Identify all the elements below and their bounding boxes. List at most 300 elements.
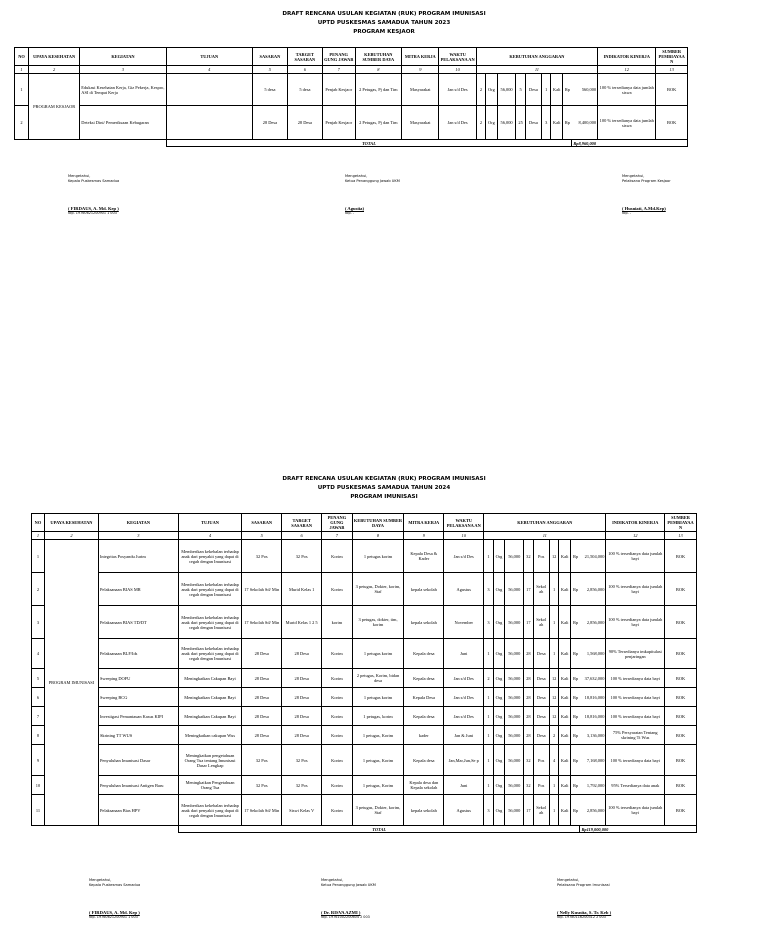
anggaran-volume: 32 xyxy=(524,540,533,573)
title-line: UPTD PUSKESMAS SAMADUA TAHUN 2024 xyxy=(317,485,451,491)
anggaran-tarif: 56,000 xyxy=(505,726,524,745)
waktu-cell: Agustus xyxy=(444,573,484,606)
anggaran-satuan: Desa xyxy=(533,707,549,726)
mitra-cell: Kepala desa dan Kepala sekolah xyxy=(404,776,444,795)
anggaran-tarif: 56,000 xyxy=(505,707,524,726)
anggaran-satuan: Sekol ah xyxy=(533,573,549,606)
anggaran-biaya: 2,856,000 xyxy=(580,795,606,826)
sasaran-cell: 28 Desa xyxy=(252,106,287,140)
mitra-cell: Masyarakat xyxy=(402,74,439,106)
anggaran-satuan: Sekol ah xyxy=(533,606,549,639)
anggaran-jumlah: 1 xyxy=(484,726,493,745)
anggaran-tarif: 56,000 xyxy=(505,639,524,669)
sumber-daya-cell: 1 petugas, korim xyxy=(352,707,404,726)
kegiatan-cell: Penyuluhan Imunisasi Antigen Baru xyxy=(98,776,178,795)
anggaran-volume: 32 xyxy=(524,745,533,776)
anggaran-volume: 17 xyxy=(524,795,533,826)
anggaran-volume: 28 xyxy=(524,707,533,726)
kegiatan-cell: Sweeping BCG xyxy=(98,688,178,707)
anggaran-currency: Rp xyxy=(571,776,580,795)
column-number: 9 xyxy=(402,66,439,74)
anggaran-jumlah: 3 xyxy=(484,606,493,639)
table-row xyxy=(32,707,697,726)
sumber-daya-cell: 1 petugas, Korim xyxy=(352,726,404,745)
sasaran-cell: 17 Sekolah Sd/ Min xyxy=(242,606,282,639)
indikator-cell: 100 % tersedianya data jumlah bayi xyxy=(606,573,665,606)
anggaran-frekuensi: 4 xyxy=(549,745,558,776)
row-number: 3 xyxy=(32,606,45,639)
sasaran-cell: 28 Desa xyxy=(242,639,282,669)
anggaran-currency: Rp xyxy=(571,707,580,726)
target-cell: 32 Pos xyxy=(282,540,322,573)
anggaran-frekuensi: 1 xyxy=(549,606,558,639)
header-upaya: UPAYA KESEHATAN xyxy=(28,48,79,66)
column-number: 4 xyxy=(166,66,252,74)
title-line: UPTD PUSKESMAS SAMADUA TAHUN 2023 xyxy=(317,20,451,26)
mitra-cell: Kepala desa xyxy=(404,669,444,688)
kegiatan-cell: Deteksi Dini/ Pemeriksaan Kebugaran xyxy=(80,106,166,140)
anggaran-volume: 17 xyxy=(524,606,533,639)
anggaran-jumlah: 1 xyxy=(484,776,493,795)
tujuan-cell: Memberikan kekebalan terhadap anak dari penyakit yang dapat di cegah dengan Imunisasi xyxy=(178,606,241,639)
anggaran-tarif: 56,000 xyxy=(505,573,524,606)
column-number: 9 xyxy=(404,532,444,540)
anggaran-jumlah: 1 xyxy=(484,707,493,726)
anggaran-satuan-org: Org xyxy=(493,639,505,669)
sasaran-cell: 28 Desa xyxy=(242,688,282,707)
row-number: 7 xyxy=(32,707,45,726)
kegiatan-cell: Pelaksanaan BIAS TD/DT xyxy=(98,606,178,639)
anggaran-currency: Rp xyxy=(563,106,572,140)
row-number: 1 xyxy=(32,540,45,573)
tujuan-cell: Meningkatkan cakupan Wus xyxy=(178,726,241,745)
sumber-daya-cell: 3 petugas, dokter, tim, korim xyxy=(352,606,404,639)
mitra-cell: Masyarakat xyxy=(402,106,439,140)
anggaran-biaya: 18,816,000 xyxy=(580,707,606,726)
waktu-cell: Jan & Juni xyxy=(444,726,484,745)
anggaran-satuan-org: Org xyxy=(486,74,498,106)
anggaran-tarif: 56,000 xyxy=(505,745,524,776)
kegiatan-cell: Pelaksanaan BLF/Ids xyxy=(98,639,178,669)
sumber-daya-cell: 1 petugas, Korim xyxy=(352,776,404,795)
waktu-cell: November xyxy=(444,606,484,639)
target-cell: 28 Desa xyxy=(282,726,322,745)
anggaran-biaya: 18,816,000 xyxy=(580,688,606,707)
row-number: 5 xyxy=(32,669,45,688)
target-cell: 28 Desa xyxy=(287,106,322,140)
total-label: TOTAL xyxy=(166,140,572,147)
anggaran-jumlah: 1 xyxy=(484,745,493,776)
column-number: 6 xyxy=(287,66,322,74)
anggaran-frekuensi: 12 xyxy=(549,707,558,726)
target-cell: 32 Pos xyxy=(282,776,322,795)
mitra-cell: Kepala Desa & Kader xyxy=(404,540,444,573)
anggaran-satuan-org: Org xyxy=(493,688,505,707)
sumber-daya-cell: 1 petugas korim xyxy=(352,540,404,573)
table-row xyxy=(32,639,697,669)
row-number: 9 xyxy=(32,745,45,776)
anggaran-frekuensi: 12 xyxy=(549,540,558,573)
column-number: 12 xyxy=(598,66,656,74)
header-waktu: WAKTU PELAKSANA AN xyxy=(439,48,476,66)
sasaran-cell: 28 Desa xyxy=(242,669,282,688)
sasaran-cell: 32 Pos xyxy=(242,776,282,795)
target-cell: Siswi Kelas V xyxy=(282,795,322,826)
indikator-cell: 90% Tersedianya imkapitulasi penjaringan xyxy=(606,639,665,669)
signature-block xyxy=(89,878,140,920)
mitra-cell: kepala sekolah xyxy=(404,573,444,606)
anggaran-jumlah: 2 xyxy=(484,669,493,688)
header-penanggung-jawab: PENANG GUNG JAWAB xyxy=(322,48,355,66)
anggaran-currency: Rp xyxy=(571,573,580,606)
header-kegiatan: KEGIATAN xyxy=(98,514,178,532)
sasaran-cell: 32 Pos xyxy=(242,745,282,776)
signature-nip: Nip. - xyxy=(622,211,632,215)
signature-role: Ketua Penanggung Jawab UKM xyxy=(321,883,376,887)
tujuan-cell: Meningkatkan Cakupan Bayi xyxy=(178,688,241,707)
anggaran-satuan-kali: Kali xyxy=(559,639,571,669)
header-upaya: UPAYA KESEHATAN xyxy=(44,514,98,532)
row-number: 8 xyxy=(32,726,45,745)
anggaran-satuan: Pos xyxy=(533,776,549,795)
indikator-cell: 100 % tersedianya data bayi xyxy=(606,669,665,688)
anggaran-tarif: 56,000 xyxy=(497,106,516,140)
anggaran-currency: Rp xyxy=(571,606,580,639)
upaya-kesehatan-cell: PROGRAM IMUNISASI xyxy=(44,540,98,826)
row-number: 6 xyxy=(32,688,45,707)
column-number: 11 xyxy=(484,532,606,540)
sumber-daya-cell: 2 petugas, Korim, bidan desa xyxy=(352,669,404,688)
tujuan-cell xyxy=(166,106,252,140)
penanggung-jawab-cell: Korim xyxy=(322,573,353,606)
indikator-cell: 100 % tersedianya data bayi xyxy=(606,707,665,726)
kegiatan-cell: Investigasi Pemantauan Kasus KIPI xyxy=(98,707,178,726)
sumber-cell: BOK xyxy=(656,106,688,140)
row-number: 2 xyxy=(32,573,45,606)
title-line: DRAFT RENCANA USULAN KEGIATAN (RUK) PROGRAM IMUNISASI xyxy=(282,11,486,17)
anggaran-biaya: 560,000 xyxy=(572,74,598,106)
anggaran-volume: 28 xyxy=(524,726,533,745)
sumber-cell: BOK xyxy=(665,669,697,688)
anggaran-frekuensi: 12 xyxy=(549,688,558,707)
anggaran-frekuensi: 1 xyxy=(549,795,558,826)
tujuan-cell: Memberikan kekebalan terhadap anak dari penyakit yang dapat di cegah dengan Imunisasi xyxy=(178,795,241,826)
anggaran-satuan-kali: Kali xyxy=(559,707,571,726)
anggaran-biaya: 21,504,000 xyxy=(580,540,606,573)
signature-role: Kepala Puskesmas Samadua xyxy=(89,883,141,887)
row-number: 10 xyxy=(32,776,45,795)
tujuan-cell: Memberikan kekebalan terhadap anak dari penyakit yang dapat di cegah dengan Imunisasi xyxy=(178,540,241,573)
sumber-daya-cell: 3 petugas, Dokter, korim, Staf xyxy=(352,573,404,606)
waktu-cell: Agustus xyxy=(444,795,484,826)
row-number: 2 xyxy=(15,106,29,140)
table-row xyxy=(32,795,697,826)
anggaran-currency: Rp xyxy=(563,74,572,106)
sumber-cell: BOK xyxy=(665,707,697,726)
signature-greeting: Mengetahui, xyxy=(622,174,645,178)
penanggung-jawab-cell: Korim xyxy=(322,669,353,688)
sumber-daya-cell: 1 petugas korim xyxy=(352,688,404,707)
sasaran-cell: 17 Sekolah Sd/ Min xyxy=(242,573,282,606)
column-number: 1 xyxy=(15,66,29,74)
row-number: 1 xyxy=(15,74,29,106)
waktu-cell: Jan s/d Des xyxy=(439,74,476,106)
sasaran-cell: 5 desa xyxy=(252,74,287,106)
anggaran-tarif: 56,000 xyxy=(505,688,524,707)
ruk-table-2023 xyxy=(14,47,688,147)
column-number: 8 xyxy=(355,66,402,74)
anggaran-volume: 28 xyxy=(524,639,533,669)
anggaran-satuan: Desa xyxy=(525,74,541,106)
anggaran-satuan-kali: Kali xyxy=(559,745,571,776)
anggaran-jumlah: 1 xyxy=(484,639,493,669)
signature-nip: Nip. 19760621200901 1 003 xyxy=(89,915,138,919)
kegiatan-cell: Penyuluhan Imunisasi Dasar xyxy=(98,745,178,776)
table-row xyxy=(32,669,697,688)
column-number: 11 xyxy=(476,66,597,74)
anggaran-satuan-org: Org xyxy=(486,106,498,140)
anggaran-satuan-org: Org xyxy=(493,776,505,795)
anggaran-frekuensi: 1 xyxy=(542,74,551,106)
penanggung-jawab-cell: Korim xyxy=(322,776,353,795)
tujuan-cell: Meningkatkan Cakupan Bayi xyxy=(178,707,241,726)
anggaran-satuan-org: Org xyxy=(493,745,505,776)
mitra-cell: Kepala desa xyxy=(404,745,444,776)
anggaran-frekuensi: 1 xyxy=(549,573,558,606)
anggaran-volume: 32 xyxy=(524,776,533,795)
penanggung-jawab-cell: Korim xyxy=(322,795,353,826)
anggaran-satuan-kali: Kali xyxy=(559,573,571,606)
header-no: NO xyxy=(32,514,45,532)
anggaran-satuan-kali: Kali xyxy=(559,540,571,573)
header-mitra: MITRA KERJA xyxy=(402,48,439,66)
column-number: 13 xyxy=(656,66,688,74)
header-tujuan: TUJUAN xyxy=(166,48,252,66)
sumber-daya-cell: 2 Petugas, Pj dan Tim xyxy=(355,106,402,140)
signature-block xyxy=(321,878,376,920)
signature-nip: Nip. 19780116200312 2 003 xyxy=(557,915,606,919)
column-number: 12 xyxy=(606,532,665,540)
target-cell: 28 Desa xyxy=(282,688,322,707)
signature-nip: Nip. - xyxy=(345,211,355,215)
header-kegiatan: KEGIATAN xyxy=(80,48,166,66)
indikator-cell: 100 % tersedianya data bayi xyxy=(606,688,665,707)
anggaran-satuan: Desa xyxy=(533,669,549,688)
column-number: 7 xyxy=(322,66,355,74)
waktu-cell: Jan,Mar,Jun,Se p xyxy=(444,745,484,776)
column-number: 7 xyxy=(322,532,353,540)
anggaran-volume: 17 xyxy=(524,573,533,606)
indikator-cell: 100 % tersedianya data jumlah bayi xyxy=(606,606,665,639)
sasaran-cell: 28 Desa xyxy=(242,707,282,726)
anggaran-jumlah: 2 xyxy=(476,106,485,140)
table-row xyxy=(32,745,697,776)
target-cell: Murid Kelas 1 xyxy=(282,573,322,606)
header-sasaran: SASARAN xyxy=(242,514,282,532)
header-indikator: INDIKATOR KINERJA xyxy=(598,48,656,66)
anggaran-satuan-kali: Kali xyxy=(559,795,571,826)
anggaran-currency: Rp xyxy=(571,726,580,745)
anggaran-satuan-org: Org xyxy=(493,540,505,573)
header-sasaran: SASARAN xyxy=(252,48,287,66)
indikator-cell: 75% Persyaratan Tentang skrining Tt Wus xyxy=(606,726,665,745)
column-number: 6 xyxy=(282,532,322,540)
mitra-cell: Kepala desa xyxy=(404,639,444,669)
sumber-cell: BOK xyxy=(665,573,697,606)
mitra-cell: kepala sekolah xyxy=(404,606,444,639)
signature-role: Kepala Puskesmas Samadua xyxy=(68,179,120,183)
anggaran-frekuensi: 3 xyxy=(542,106,551,140)
total-value: Rp8,960,000 xyxy=(572,140,688,147)
column-number: 4 xyxy=(178,532,241,540)
sumber-cell: BOK xyxy=(665,726,697,745)
penanggung-jawab-cell: Penjab Kesjaor xyxy=(322,74,355,106)
penanggung-jawab-cell: Korim xyxy=(322,540,353,573)
anggaran-currency: Rp xyxy=(571,688,580,707)
anggaran-satuan-org: Org xyxy=(493,669,505,688)
anggaran-tarif: 56,000 xyxy=(497,74,516,106)
signature-name: ( Agustia) xyxy=(345,206,365,211)
column-number: 2 xyxy=(28,66,79,74)
table-row xyxy=(32,606,697,639)
target-cell: 5 desa xyxy=(287,74,322,106)
signature-greeting: Mengetahui, xyxy=(557,878,580,882)
table-row xyxy=(32,688,697,707)
sumber-cell: BOK xyxy=(665,795,697,826)
anggaran-biaya: 7,168,000 xyxy=(580,745,606,776)
anggaran-currency: Rp xyxy=(571,669,580,688)
target-cell: 32 Pos xyxy=(282,745,322,776)
document-title-2023 xyxy=(0,10,768,37)
anggaran-satuan: Pos xyxy=(533,745,549,776)
kegiatan-cell: Pelaksanaan Bias HPV xyxy=(98,795,178,826)
header-tujuan: TUJUAN xyxy=(178,514,241,532)
column-number: 10 xyxy=(444,532,484,540)
penanggung-jawab-cell: Penjab Kesjaor xyxy=(322,106,355,140)
anggaran-satuan-org: Org xyxy=(493,606,505,639)
kegiatan-cell: Integritas Posyandu Jurim xyxy=(98,540,178,573)
signature-name: ( Dr. RISVA AZMI ) xyxy=(321,910,361,915)
waktu-cell: Juni xyxy=(444,639,484,669)
penanggung-jawab-cell: Korim xyxy=(322,745,353,776)
sumber-cell: BOK xyxy=(665,688,697,707)
tujuan-cell: Meningkatkan Cakupan Bayi xyxy=(178,669,241,688)
penanggung-jawab-cell: Korim xyxy=(322,707,353,726)
anggaran-volume: 25 xyxy=(516,106,525,140)
sasaran-cell: 17 Sekolah Sd/ Min xyxy=(242,795,282,826)
indikator-cell: 95% Tersedianya data anak xyxy=(606,776,665,795)
anggaran-biaya: 2,856,000 xyxy=(580,573,606,606)
kegiatan-cell: Sweeping DOFU xyxy=(98,669,178,688)
anggaran-satuan-org: Org xyxy=(493,573,505,606)
sumber-cell: BOK xyxy=(665,776,697,795)
header-penanggung-jawab: PENANG GUNG JAWAB xyxy=(322,514,353,532)
signature-role: Pelaksana Program Imunisasi xyxy=(557,883,610,887)
header-anggaran: KEBUTUHAN ANGGARAN xyxy=(476,48,597,66)
kegiatan-cell: Edukasi Kesehatan Kerja, Giz Pekerja, Kespro, ASI di Tempat Kerja xyxy=(80,74,166,106)
signature-greeting: Mengetahui, xyxy=(68,174,91,178)
penanggung-jawab-cell: korim xyxy=(322,606,353,639)
signature-name: ( Nelly Kusnita, S. Tr. Keb ) xyxy=(557,910,612,915)
target-cell: Murid Kelas 1 2 5 xyxy=(282,606,322,639)
sumber-daya-cell: 1 petugas korim xyxy=(352,639,404,669)
row-number: 4 xyxy=(32,639,45,669)
anggaran-tarif: 56,000 xyxy=(505,669,524,688)
indikator-cell: 100 % tersedianya data jumlah bayi xyxy=(606,540,665,573)
sumber-cell: BOK xyxy=(665,606,697,639)
target-cell: 28 Desa xyxy=(282,669,322,688)
anggaran-tarif: 56,000 xyxy=(505,795,524,826)
signature-greeting: Mengetahui, xyxy=(321,878,344,882)
column-number: 3 xyxy=(98,532,178,540)
signature-nip: Nip. 19761002200604 2 003 xyxy=(321,915,370,919)
total-row xyxy=(15,140,688,147)
total-row xyxy=(32,826,697,833)
table-row xyxy=(15,106,688,140)
waktu-cell: Jan s/d Des xyxy=(444,540,484,573)
mitra-cell: Kepala Desa xyxy=(404,688,444,707)
signature-role: Pelaksana Program Kesjaor xyxy=(622,179,671,183)
waktu-cell: Jan s/d Des xyxy=(444,688,484,707)
anggaran-satuan-kali: Kali xyxy=(559,669,571,688)
signature-greeting: Mengetahui, xyxy=(345,174,368,178)
sasaran-cell: 32 Pos xyxy=(242,540,282,573)
waktu-cell: Jan s/d Des xyxy=(444,707,484,726)
sumber-daya-cell: 1 petugas, Korim xyxy=(352,745,404,776)
anggaran-satuan-kali: Kali xyxy=(559,606,571,639)
anggaran-tarif: 56,000 xyxy=(505,776,524,795)
anggaran-frekuensi: 1 xyxy=(549,776,558,795)
anggaran-satuan: Desa xyxy=(533,726,549,745)
signature-name: ( FIRDAUS, A. Md. Kep ) xyxy=(89,910,140,915)
signature-greeting: Mengetahui, xyxy=(89,878,112,882)
anggaran-satuan-kali: Kali xyxy=(551,106,563,140)
indikator-cell: 100 % tersedianya data bayi xyxy=(606,745,665,776)
table-row xyxy=(32,540,697,573)
anggaran-frekuensi: 12 xyxy=(549,669,558,688)
anggaran-volume: 5 xyxy=(516,74,525,106)
anggaran-frekuensi: 2 xyxy=(549,726,558,745)
anggaran-currency: Rp xyxy=(571,795,580,826)
mitra-cell: Kepala desa xyxy=(404,707,444,726)
anggaran-biaya: 1,792,000 xyxy=(580,776,606,795)
column-number: 8 xyxy=(352,532,404,540)
anggaran-satuan: Sekol ah xyxy=(533,795,549,826)
signature-block xyxy=(557,878,611,920)
table-row xyxy=(32,776,697,795)
sumber-cell: BOK xyxy=(665,745,697,776)
penanggung-jawab-cell: Korim xyxy=(322,688,353,707)
anggaran-jumlah: 1 xyxy=(484,688,493,707)
title-line: PROGRAM IMUNISASI xyxy=(350,494,418,500)
waktu-cell: Jan s/d Des xyxy=(439,106,476,140)
table-row xyxy=(15,74,688,106)
anggaran-biaya: 3,136,000 xyxy=(580,726,606,745)
waktu-cell: Juni xyxy=(444,776,484,795)
title-line: PROGRAM KESJAOR xyxy=(353,29,415,35)
header-sumber: SUMBER PEMBIAYAA N xyxy=(665,514,697,532)
signature-nip: Nip. 19760621200901 1 003 xyxy=(68,211,117,215)
total-value: Rp119,000,000 xyxy=(580,826,697,833)
anggaran-volume: 28 xyxy=(524,669,533,688)
anggaran-satuan: Desa xyxy=(533,688,549,707)
signature-block xyxy=(68,174,119,216)
header-target: TARGET SASARAN xyxy=(282,514,322,532)
anggaran-tarif: 56,000 xyxy=(505,606,524,639)
header-sumber: SUMBER PEMBIAYAA N xyxy=(656,48,688,66)
ruk-table-2024 xyxy=(31,513,697,833)
column-number: 3 xyxy=(80,66,166,74)
